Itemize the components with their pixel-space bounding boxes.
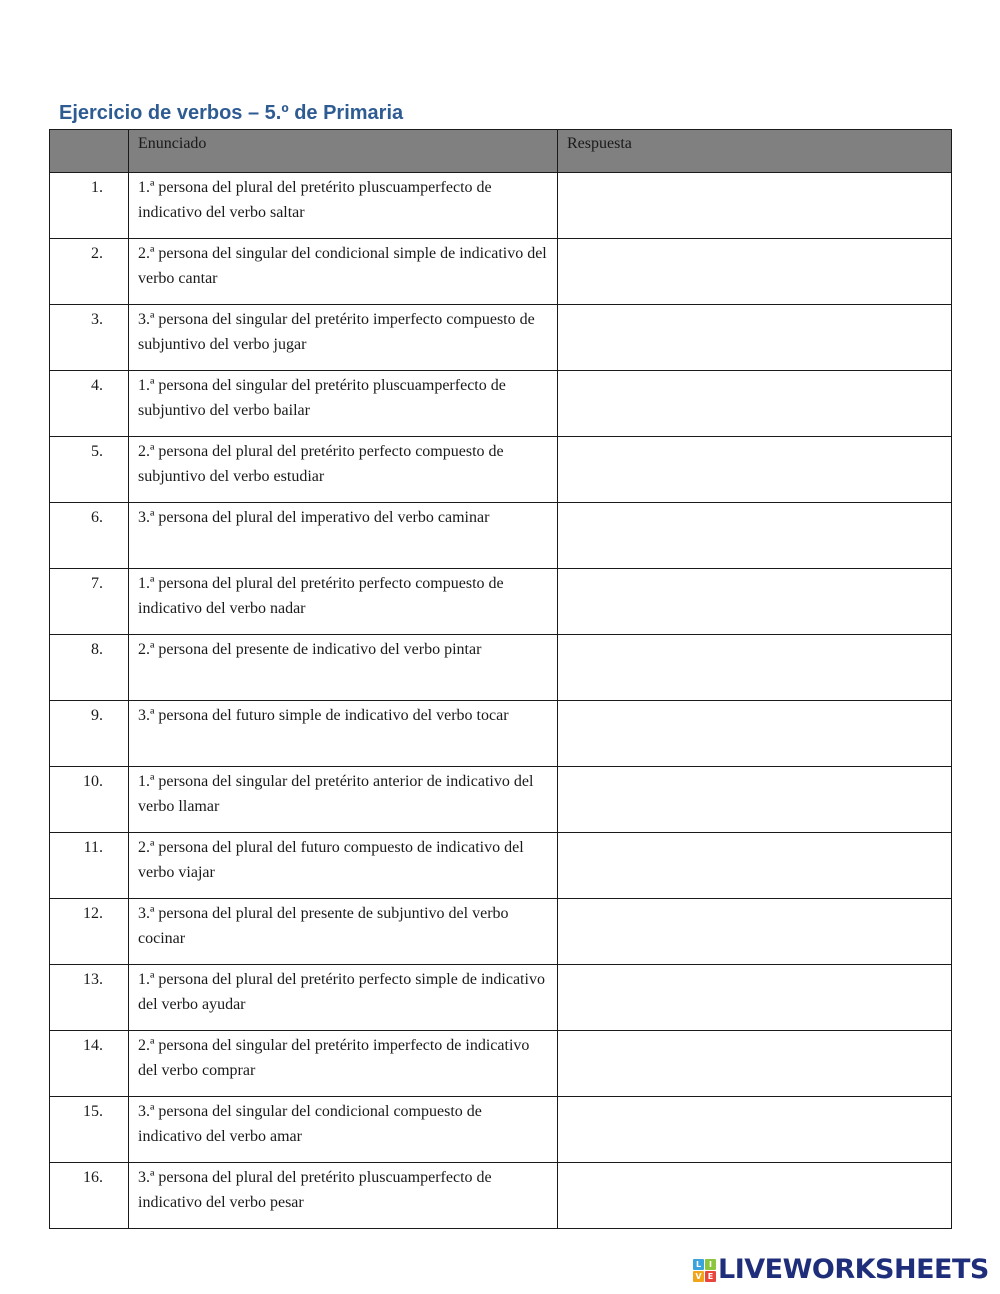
- table-row: [50, 1163, 952, 1229]
- answer-cell[interactable]: [558, 503, 952, 569]
- table-row: [50, 371, 952, 437]
- row-number: 10.: [50, 767, 129, 833]
- row-number: 5.: [50, 437, 129, 503]
- row-number: 15.: [50, 1097, 129, 1163]
- logo-tile-i: I: [705, 1259, 716, 1270]
- row-number: 12.: [50, 899, 129, 965]
- answer-cell[interactable]: [558, 1031, 952, 1097]
- table-row: [50, 965, 952, 1031]
- table-row: [50, 1031, 952, 1097]
- table-row: [50, 1097, 952, 1163]
- row-number: 6.: [50, 503, 129, 569]
- answer-cell[interactable]: [558, 371, 952, 437]
- row-statement: 2.ª persona del plural del futuro compuesto de indicativo del verbo viajar: [129, 833, 558, 899]
- liveworksheets-brand: [693, 1256, 989, 1284]
- row-number: 13.: [50, 965, 129, 1031]
- liveworksheets-logo-icon: [693, 1259, 715, 1281]
- row-number: 9.: [50, 701, 129, 767]
- answer-cell[interactable]: [558, 173, 952, 239]
- row-statement: 3.ª persona del plural del presente de subjuntivo del verbo cocinar: [129, 899, 558, 965]
- row-statement: 3.ª persona del futuro simple de indicativo del verbo tocar: [129, 701, 558, 767]
- worksheet-title: Ejercicio de verbos – 5.º de Primaria: [59, 102, 404, 124]
- row-statement: 3.ª persona del singular del pretérito imperfecto compuesto de subjuntivo del verbo jugar: [129, 305, 558, 371]
- answer-cell[interactable]: [558, 635, 952, 701]
- row-number: 4.: [50, 371, 129, 437]
- header-answer: Respuesta: [558, 130, 952, 173]
- row-number: 16.: [50, 1163, 129, 1229]
- row-statement: 1.ª persona del plural del pretérito pluscuamperfecto de indicativo del verbo saltar: [129, 173, 558, 239]
- logo-tile-l: L: [693, 1259, 704, 1270]
- answer-cell[interactable]: [558, 305, 952, 371]
- row-number: 11.: [50, 833, 129, 899]
- answer-cell[interactable]: [558, 965, 952, 1031]
- row-statement: 2.ª persona del plural del pretérito perfecto compuesto de subjuntivo del verbo estudiar: [129, 437, 558, 503]
- exercise-table: [49, 129, 952, 1229]
- table-row: [50, 437, 952, 503]
- row-statement: 3.ª persona del plural del imperativo del verbo caminar: [129, 503, 558, 569]
- row-number: 7.: [50, 569, 129, 635]
- answer-cell[interactable]: [558, 437, 952, 503]
- row-statement: 2.ª persona del singular del pretérito imperfecto de indicativo del verbo comprar: [129, 1031, 558, 1097]
- logo-tile-e: E: [705, 1271, 716, 1282]
- table-row: [50, 899, 952, 965]
- row-number: 14.: [50, 1031, 129, 1097]
- row-number: 2.: [50, 239, 129, 305]
- row-statement: 1.ª persona del plural del pretérito perfecto simple de indicativo del verbo ayudar: [129, 965, 558, 1031]
- table-header-row: [50, 130, 952, 173]
- header-statement: Enunciado: [129, 130, 558, 173]
- row-statement: 3.ª persona del singular del condicional compuesto de indicativo del verbo amar: [129, 1097, 558, 1163]
- answer-cell[interactable]: [558, 1163, 952, 1229]
- logo-tile-v: V: [693, 1271, 704, 1282]
- row-number: 8.: [50, 635, 129, 701]
- table-row: [50, 635, 952, 701]
- brand-wordmark: LIVEWORKSHEETS: [718, 1254, 989, 1285]
- table-row: [50, 173, 952, 239]
- answer-cell[interactable]: [558, 899, 952, 965]
- row-statement: 1.ª persona del singular del pretérito anterior de indicativo del verbo llamar: [129, 767, 558, 833]
- table-row: [50, 701, 952, 767]
- row-statement: 2.ª persona del singular del condicional simple de indicativo del verbo cantar: [129, 239, 558, 305]
- row-statement: 1.ª persona del singular del pretérito pluscuamperfecto de subjuntivo del verbo bailar: [129, 371, 558, 437]
- table-row: [50, 569, 952, 635]
- answer-cell[interactable]: [558, 1097, 952, 1163]
- answer-cell[interactable]: [558, 569, 952, 635]
- answer-cell[interactable]: [558, 701, 952, 767]
- row-statement: 2.ª persona del presente de indicativo del verbo pintar: [129, 635, 558, 701]
- row-statement: 1.ª persona del plural del pretérito perfecto compuesto de indicativo del verbo nadar: [129, 569, 558, 635]
- row-number: 3.: [50, 305, 129, 371]
- answer-cell[interactable]: [558, 767, 952, 833]
- table-row: [50, 503, 952, 569]
- table-row: [50, 767, 952, 833]
- answer-cell[interactable]: [558, 239, 952, 305]
- answer-cell[interactable]: [558, 833, 952, 899]
- row-number: 1.: [50, 173, 129, 239]
- table-row: [50, 833, 952, 899]
- table-row: [50, 305, 952, 371]
- row-statement: 3.ª persona del plural del pretérito pluscuamperfecto de indicativo del verbo pesar: [129, 1163, 558, 1229]
- header-number: [50, 130, 129, 173]
- table-row: [50, 239, 952, 305]
